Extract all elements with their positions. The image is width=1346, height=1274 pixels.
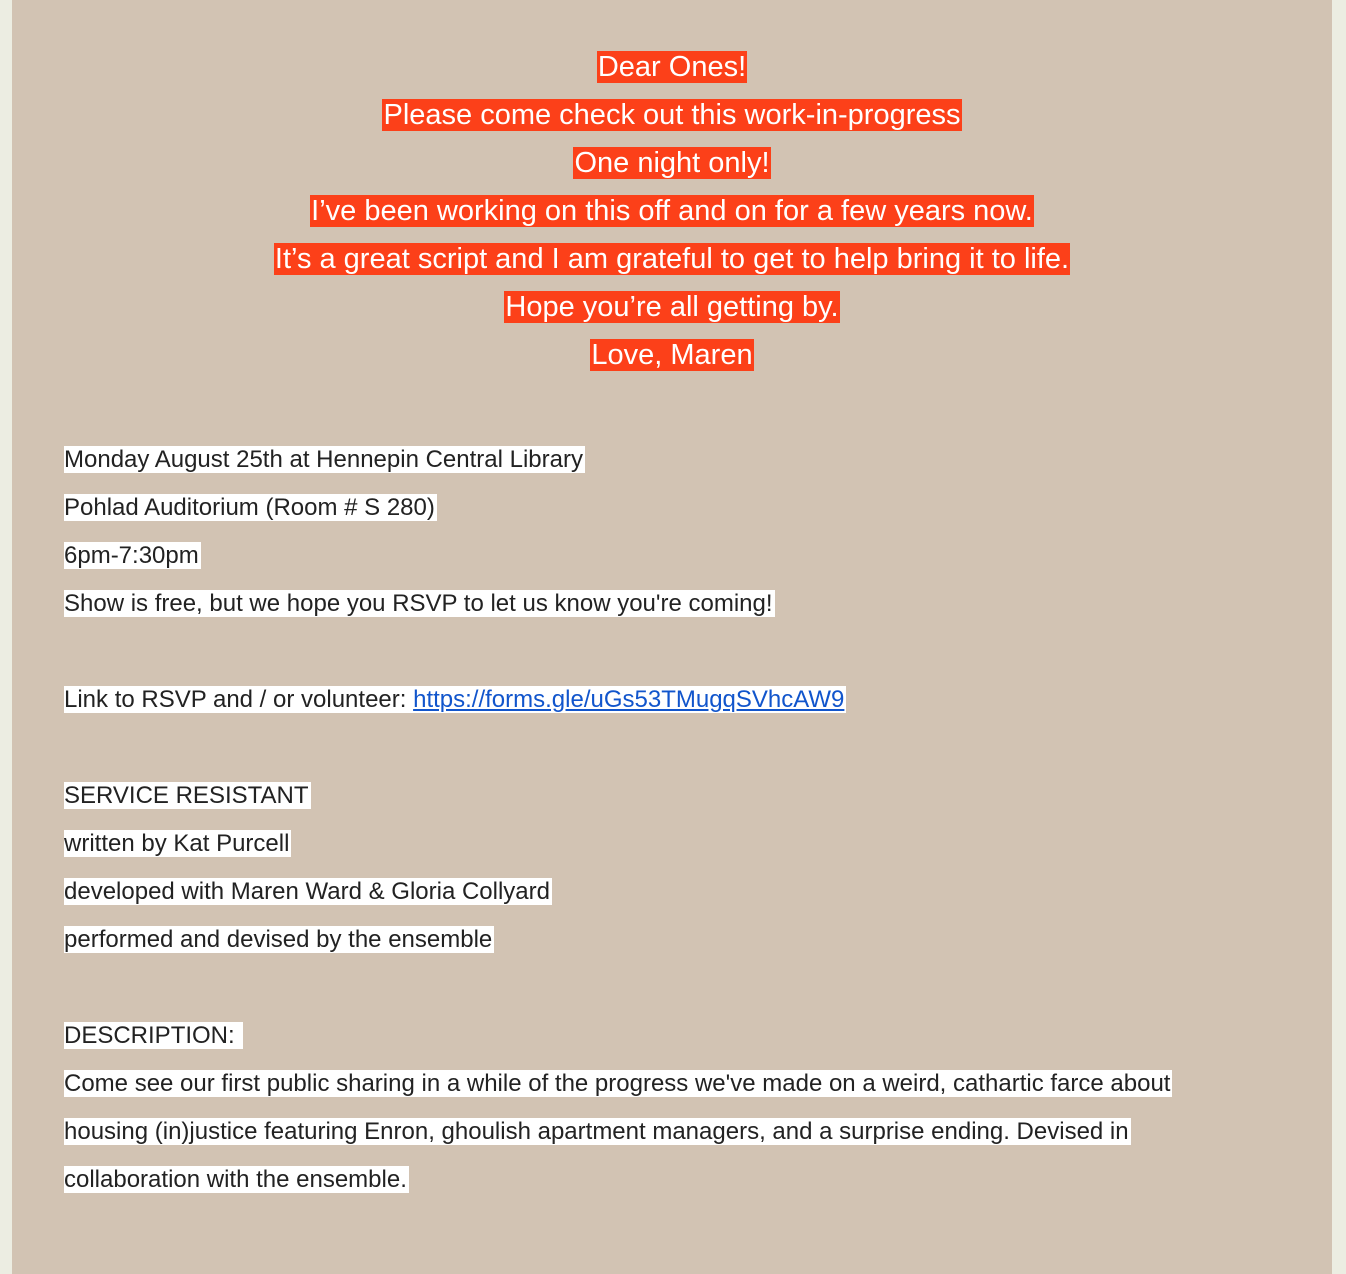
rsvp-label: Link to RSVP and / or volunteer: — [64, 686, 414, 713]
credit-writer: written by Kat Purcell — [64, 830, 290, 857]
description-section — [64, 1012, 1292, 1204]
credit-developers: developed with Maren Ward & Gloria Collyard — [64, 878, 550, 905]
greeting-block — [12, 43, 1332, 379]
rsvp-link[interactable]: https://forms.gle/uGs53TMugqSVhcAW9 — [413, 686, 845, 713]
greeting-line: One night only! — [574, 147, 770, 179]
rsvp-section — [64, 676, 1292, 724]
description-line: housing (in)justice featuring Enron, ghoulish apartment managers, and a surprise ending. Devised in — [64, 1118, 1129, 1145]
greeting-line: Dear Ones! — [597, 51, 747, 83]
event-room: Pohlad Auditorium (Room # S 280) — [64, 494, 435, 521]
greeting-line: It’s a great script and I am grateful to get to help bring it to life. — [274, 243, 1070, 275]
event-details — [64, 436, 1292, 628]
greeting-line: Please come check out this work-in-progress — [383, 99, 961, 131]
event-rsvp-note: Show is free, but we hope you RSVP to let us know you're coming! — [64, 590, 773, 617]
description-line: collaboration with the ensemble. — [64, 1166, 407, 1193]
email-body — [12, 0, 1332, 1274]
credit-performers: performed and devised by the ensemble — [64, 926, 493, 953]
greeting-line: I’ve been working on this off and on for a few years now. — [311, 195, 1033, 227]
show-title: SERVICE RESISTANT — [64, 782, 309, 809]
description-line: Come see our first public sharing in a while of the progress we've made on a weird, cathartic farce about — [64, 1070, 1171, 1097]
description-heading: DESCRIPTION: — [64, 1022, 242, 1049]
credits-section — [64, 772, 1292, 964]
event-time: 6pm-7:30pm — [64, 542, 199, 569]
greeting-signature: Love, Maren — [591, 339, 753, 371]
event-date-location: Monday August 25th at Hennepin Central Library — [64, 446, 583, 473]
greeting-line: Hope you’re all getting by. — [505, 291, 839, 323]
